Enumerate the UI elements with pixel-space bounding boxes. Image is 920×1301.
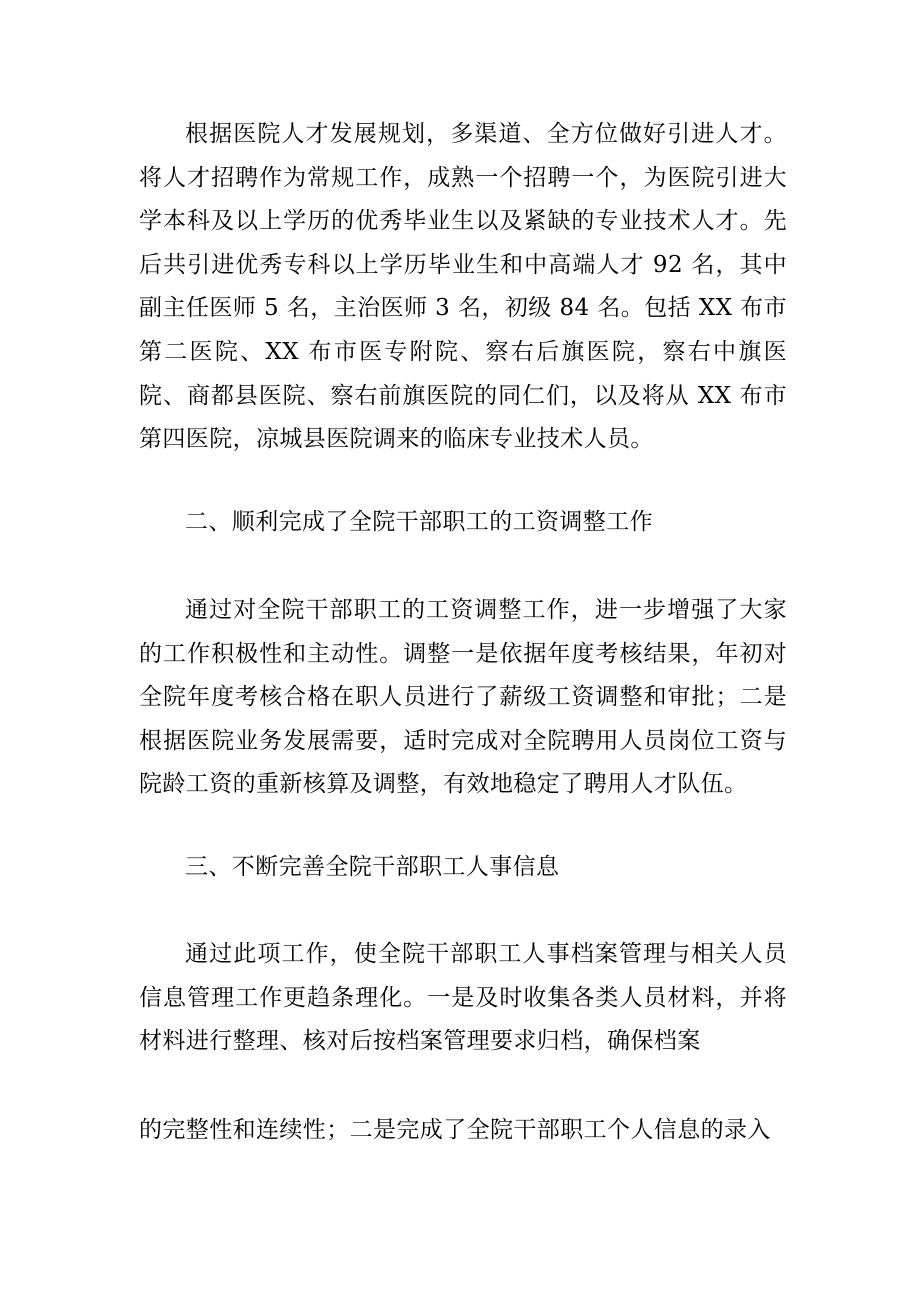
paragraph-salary-adjustment: 通过对全院干部职工的工资调整工作，进一步增强了大家的工作积极性和主动性。调整一是依据年度考核结果，年初对全院年度考核合格在职人员进行了薪级工资调整和审批；二是根据医院业务发展需要，适时完成对全院聘用人员岗位工资与院龄工资的重新核算及调整，有效地稳定了聘用人才队伍。 [139, 597, 787, 798]
paragraph-talent-recruitment: 根据医院人才发展规划，多渠道、全方位做好引进人才。将人才招聘作为常规工作，成熟一个招聘一个，为医院引进大学本科及以上学历的优秀毕业生以及紧缺的专业技术人才。先后共引进优秀专科以上学历毕业生和中高端人才 92 名，其中副主任医师 5 名，主治医师 3 名，初级 84 名。包括 XX 布市第二医院、XX 布市医专附院、察右后旗医院，察右中旗医院、商都县医院、察右前旗医院的同仁们，以及将从 XX 布市第四医院，凉城县医院调来的临床专业技术人员。 [139, 121, 787, 453]
paragraph-personnel-info: 通过此项工作，使全院干部职工人事档案管理与相关人员信息管理工作更趋条理化。一是及时收集各类人员材料，并将材料进行整理、核对后按档案管理要求归档，确保档案 [139, 941, 787, 1055]
section-heading-personnel-info: 三、不断完善全院干部职工人事信息 [185, 854, 560, 880]
section-heading-salary-adjustment: 二、顺利完成了全院干部职工的工资调整工作 [185, 509, 653, 535]
paragraph-personnel-info-continued: 的完整性和连续性；二是完成了全院干部职工个人信息的录入 [139, 1117, 771, 1143]
